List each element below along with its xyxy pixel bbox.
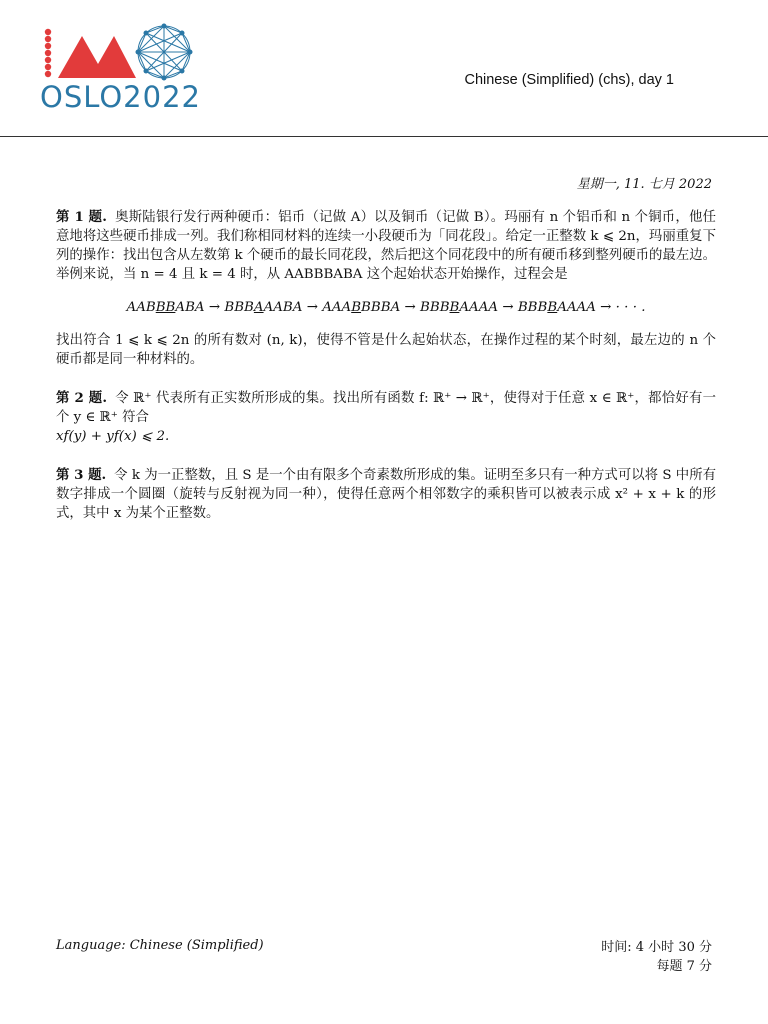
footer-points: 每题 7 分 (656, 959, 712, 974)
header-language-day: Chinese (Simplified) (chs), day 1 (464, 72, 674, 88)
page-header (0, 0, 768, 137)
logo-text: OSLO2022 (40, 80, 201, 114)
footer-language: Language: Chinese (Simplified) (56, 938, 264, 953)
header-divider (0, 136, 768, 137)
problem-3 (56, 466, 716, 523)
problem-1-display: AABBBABA → BBBAAABA → AAABBBBA → BBBBAAAA → BBBBAAAA → · · · . (126, 300, 646, 315)
problem-text: 令 ℝ⁺ 代表所有正实数所形成的集。找出所有函数 f: ℝ⁺ → ℝ⁺，使得对于任意 x ∈ ℝ⁺，都恰好有一个 y ∈ ℝ⁺ 符合 (56, 391, 716, 425)
problem-label: 第 3 题. (56, 467, 107, 483)
problem-1 (56, 208, 716, 369)
problem-2-display: xf(y) + yf(x) ⩽ 2. (56, 429, 170, 444)
footer-time: 时间: 4 小时 30 分 (601, 940, 712, 955)
problem-label: 第 1 题. (56, 209, 107, 225)
problem-text: 奥斯陆银行发行两种硬币：铝币（记做 A）以及铜币（记做 B）。玛丽有 n 个铝币和 n 个铜币，他任意地将这些硬币排成一列。我们称相同材料的连续一小段硬币为「同花段」。给定一正整数 k ⩽ 2n，玛丽重复下列的操作：找出包含从左数第 k 个硬币的最长同花段，然后把这个同花段中的所有硬币移到整列硬币的最左边。举例来说，当 n = 4 且 k = 4 时，从 AABBBABA 这个起始状态开始操作，过程会是 (56, 210, 716, 282)
problem-text: 找出符合 1 ⩽ k ⩽ 2n 的所有数对 (n, k)，使得不管是什么起始状态，在操作过程的某个时刻，最左边的 n 个硬币都是同一种材料的。 (56, 333, 716, 367)
exam-date: 星期一, 11. 七月 2022 (576, 177, 712, 192)
problem-label: 第 2 题. (56, 390, 107, 406)
problems-list (56, 208, 716, 543)
footer-time-info (601, 938, 712, 976)
problem-2 (56, 389, 716, 446)
problem-text: 令 k 为一正整数，且 S 是一个由有限多个奇素数所形成的集。证明至多只有一种方式可以将 S 中所有数字排成一个圆圈（旋转与反射视为同一种），使得任意两个相邻数字的乘积皆可以被表示成 x² + x + k 的形式，其中 x 为某个正整数。 (56, 468, 716, 521)
